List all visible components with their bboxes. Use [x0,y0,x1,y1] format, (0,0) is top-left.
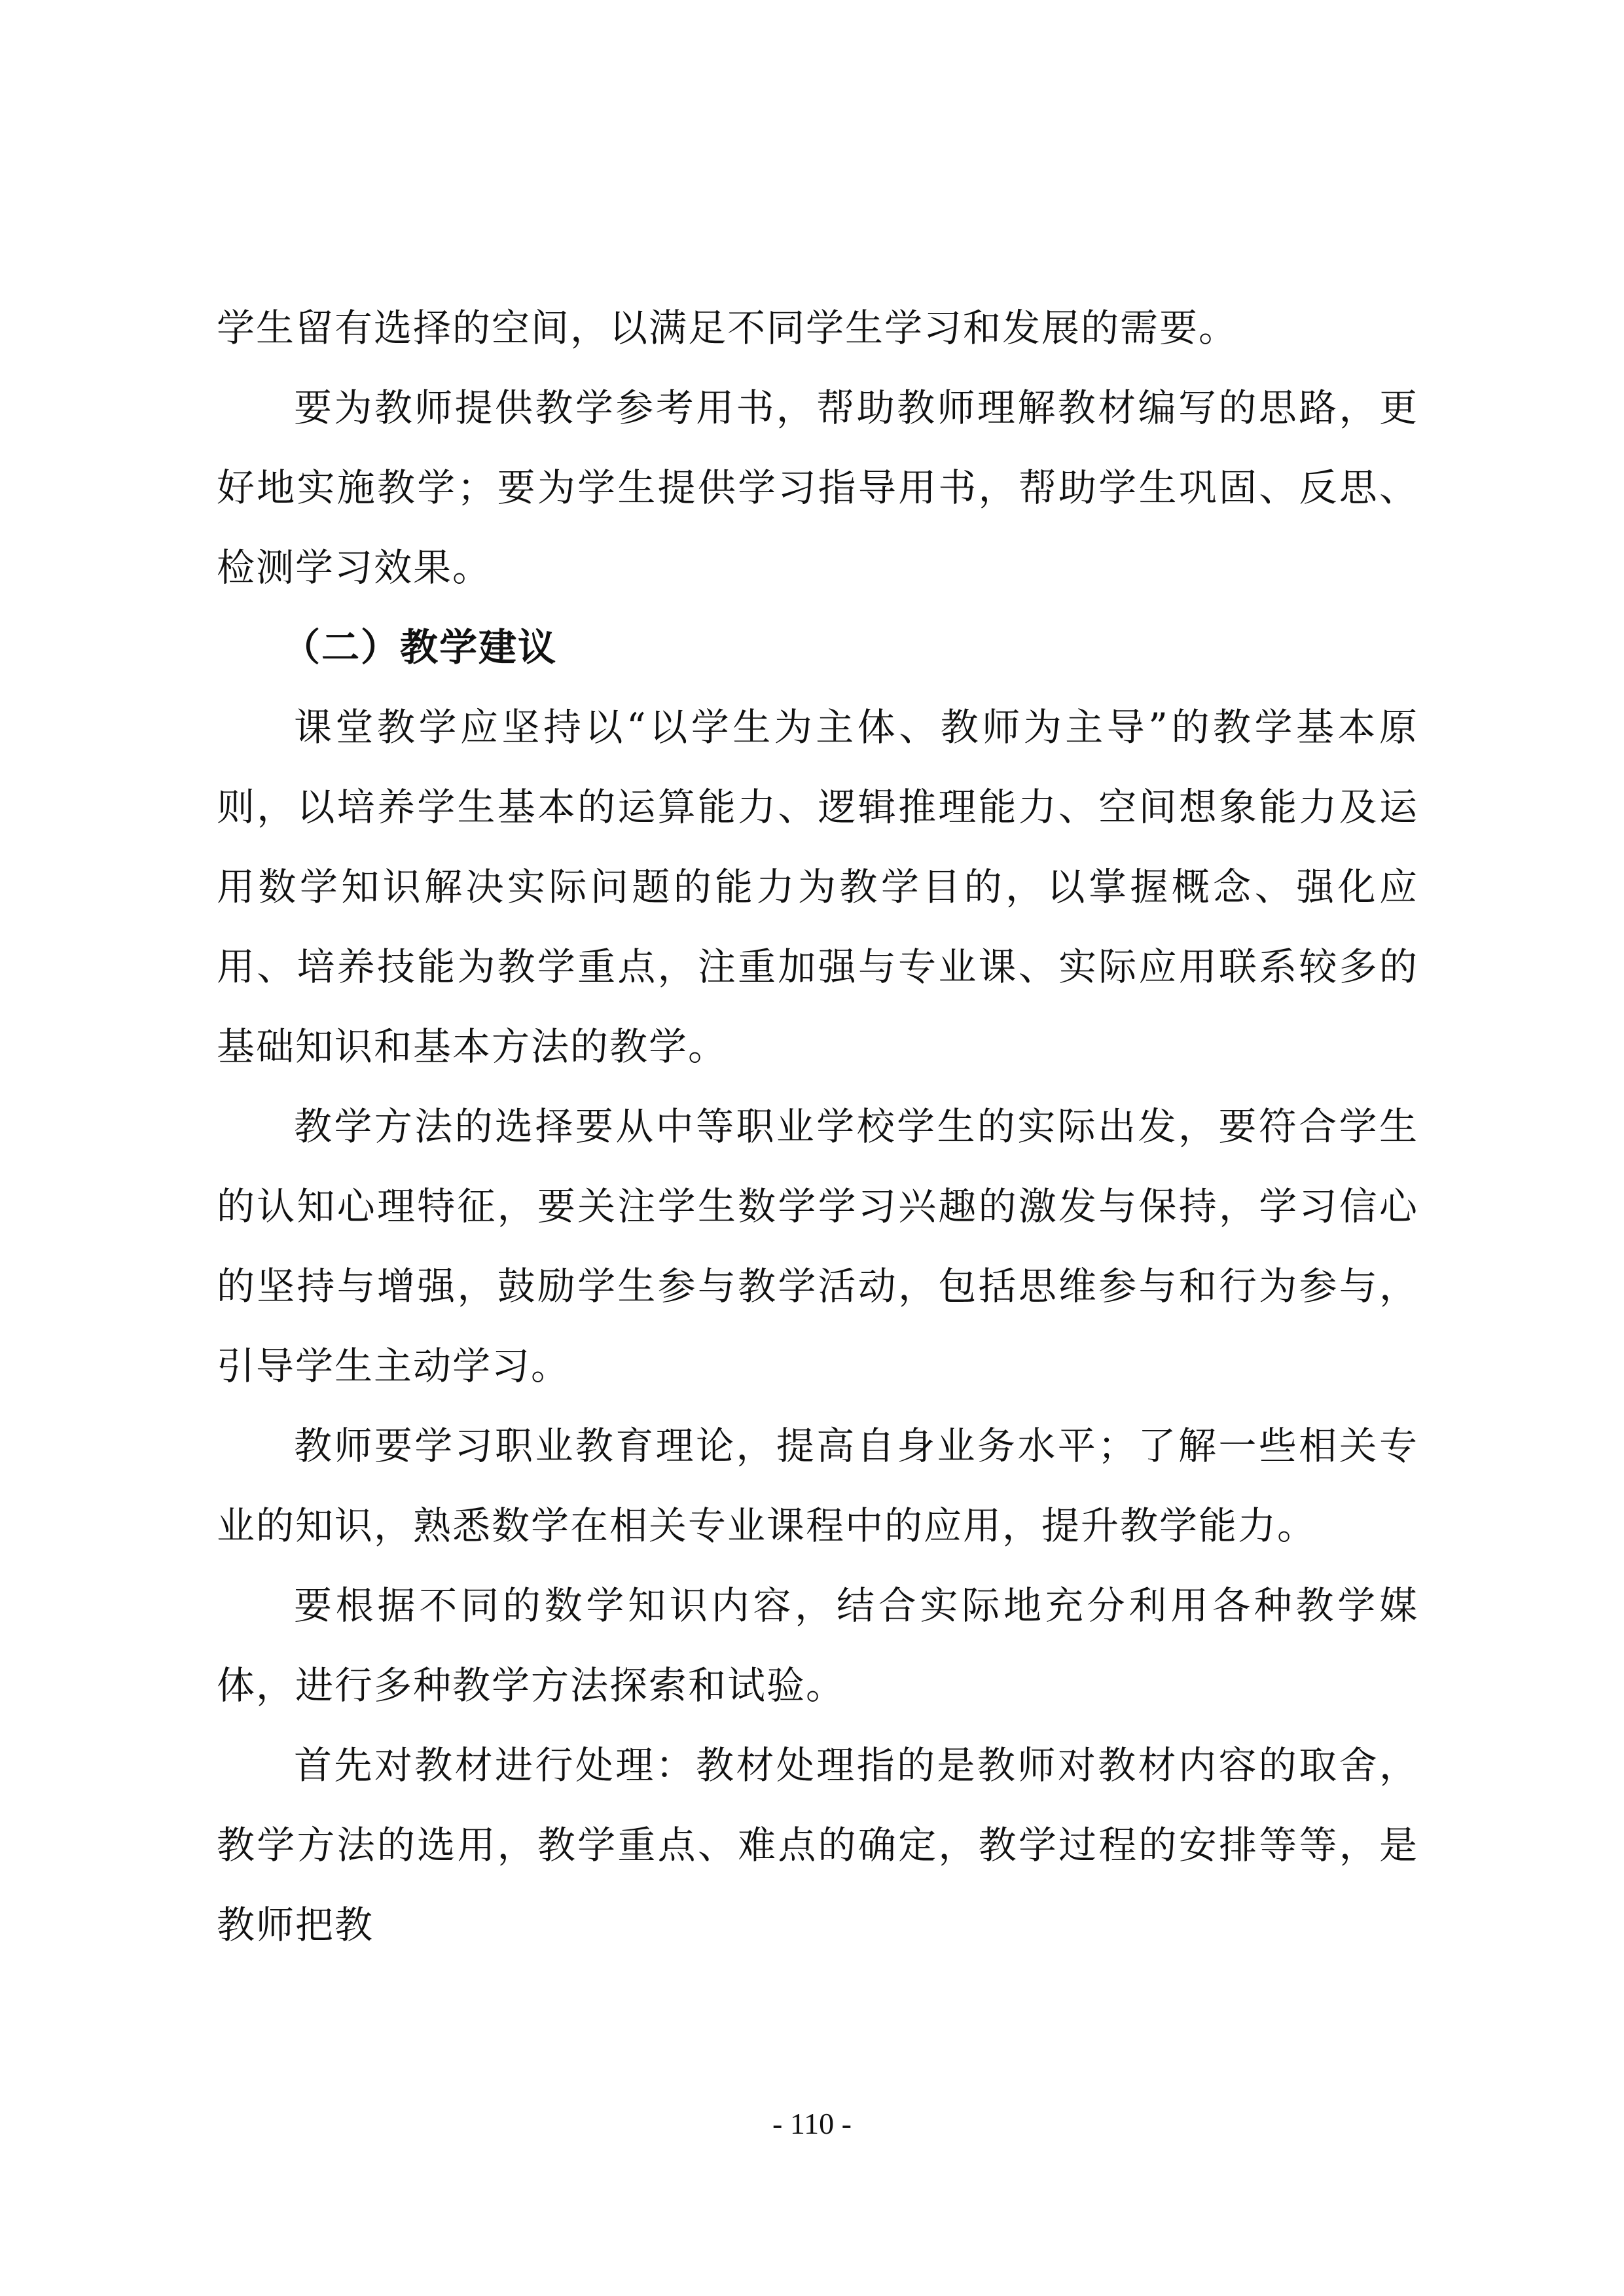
page-number: - 110 - [772,2107,852,2140]
section-heading-teaching-suggestions: （二）教学建议 [282,625,558,670]
paragraph-classroom-teaching-principles: 课堂教学应坚持以“以学生为主体、教师为主导”的教学基本原则，以培养学生基本的运算能力、逻辑推理能力、空间想象能力及运用数学知识解决实际问题的能力为教学目的，以掌握概念、强化应用、培养技能为教学重点，注重加强与专业课、实际应用联系较多的基础知识和基本方法的教学。 [217,705,1418,1069]
paragraph-teaching-media: 要根据不同的数学知识内容，结合实际地充分利用各种教学媒体，进行多种教学方法探索和试验。 [217,1583,1418,1708]
paragraph-teaching-method-selection: 教学方法的选择要从中等职业学校学生的实际出发，要符合学生的认知心理特征，要关注学生数学学习兴趣的激发与保持，学习信心的坚持与增强，鼓励学生参与教学活动，包括思维参与和行为参与，引导学生主动学习。 [217,1104,1418,1388]
paragraph-textbook-processing: 首先对教材进行处理：教材处理指的是教师对教材内容的取舍，教学方法的选用，教学重点、难点的确定，教学过程的安排等等，是教师把教 [217,1743,1418,1947]
document-body [217,288,1418,1965]
paragraph-teaching-reference-books: 要为教师提供教学参考用书，帮助教师理解教材编写的思路，更好地实施教学；要为学生提供学习指导用书，帮助学生巩固、反思、检测学习效果。 [217,386,1418,590]
paragraph-continuation: 学生留有选择的空间，以满足不同学生学习和发展的需要。 [217,306,1238,350]
paragraph-teacher-development: 教师要学习职业教育理论，提高自身业务水平；了解一些相关专业的知识，熟悉数学在相关专业课程中的应用，提升教学能力。 [217,1424,1418,1548]
